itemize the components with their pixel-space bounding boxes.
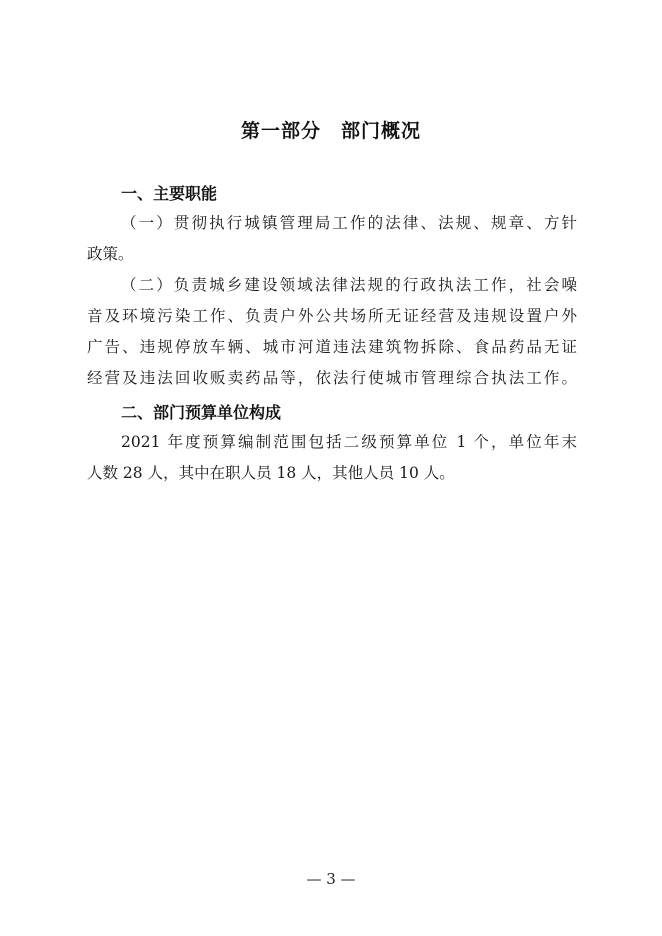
paragraph-line: 政策。 (87, 245, 134, 263)
page-title: 第一部分 部门概况 (240, 120, 421, 142)
paragraph-line: 2021 年度预算编制范围包括二级预算单位 1 个，单位年末 (121, 433, 577, 451)
page-number: — 3 — (306, 870, 356, 888)
paragraph-line: （二）负责城乡建设领域法律法规的行政执法工作，社会噪 (121, 276, 577, 294)
paragraph-line: 经营及违法回收贩卖药品等，依法行使城市管理综合执法工作。 (87, 369, 577, 387)
paragraph-line: 音及环境污染工作、负责户外公共场所无证经营及违规设置户外 (87, 307, 577, 325)
paragraph-line: 人数 28 人，其中在职人员 18 人，其他人员 10 人。 (87, 464, 455, 482)
paragraph-line: 广告、违规停放车辆、城市河道违法建筑物拆除、食品药品无证 (87, 338, 577, 356)
section-heading-budget-units: 二、部门预算单位构成 (121, 403, 282, 422)
section-heading-main-functions: 一、主要职能 (121, 184, 218, 203)
paragraph-line: （一）贯彻执行城镇管理局工作的法律、法规、规章、方针 (121, 214, 577, 232)
